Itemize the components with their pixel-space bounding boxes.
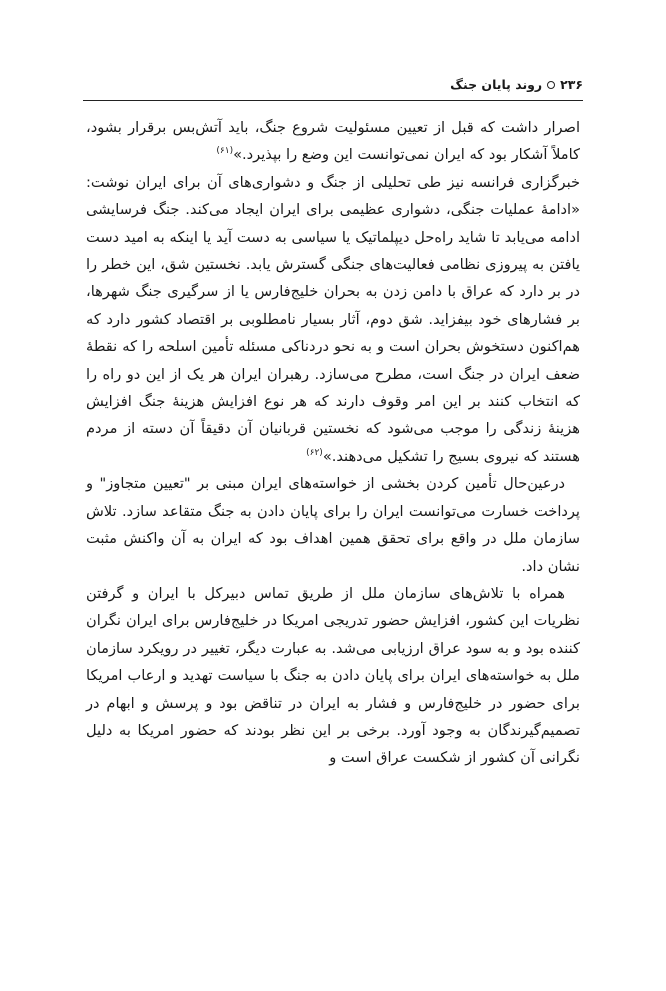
page-number: ۲۳۶ — [560, 77, 583, 92]
circle-separator-icon — [547, 81, 555, 89]
paragraph-text: خبرگزاری فرانسه نیز طی تحلیلی از جنگ و دشواری‌های آن برای ایران نوشت: «ادامهٔ عملیات جنگی، دشواری عظیمی برای ایران ایجاد می‌کند. جنگ فرسایشی ادامه می‌یابد تا شاید راه‌حل دیپلماتیک یا سیاسی به دست آید یا اینکه به امید دست یافتن به پیروزی نظامی فعالیت‌های جنگی گسترش یابد. نخستین شق، این خطر را در بر دارد که عراق با دامن زدن به بحران خلیج‌فارس یا از سرگیری جنگ شهرها، بر فشارهای خود بیفزاید. شق دوم، آثار بسیار نامطلوبی بر اقتصاد کشور دارد که هم‌اکنون دستخوش بحران است و به نحو دردناکی مسئله تأمین اسلحه را که نقطهٔ ضعف ایران در جنگ است، مطرح می‌سازد. رهبران ایران هر یک از این دو راه را که انتخاب کنند بر این امر وقوف دارند که هر نوع افزایش هزینهٔ جنگ افزایش هزینهٔ زندگی را موجب می‌شود که نخستین قربانیان آن دقیقاً آن دسته از مردم هستند که نیروی بسیج را تشکیل می‌دهند.» — [86, 173, 580, 465]
header-content — [450, 76, 583, 94]
running-header — [83, 76, 583, 101]
paragraph-3 — [86, 470, 580, 580]
body-text — [86, 114, 580, 772]
footnote-ref: (۶۲) — [306, 448, 323, 459]
footnote-ref: (۶۱) — [216, 146, 234, 157]
paragraph-4 — [86, 580, 580, 772]
paragraph-1 — [86, 114, 580, 169]
paragraph-2 — [86, 169, 580, 470]
paragraph-text: اصرار داشت که قبل از تعیین مسئولیت شروع جنگ، باید آتش‌بس برقرار بشود، کاملاً آشکار بود که ایران نمی‌توانست این وضع را بپذیرد.» — [86, 119, 580, 164]
paragraph-text: درعین‌حال تأمین کردن بخشی از خواسته‌های ایران مبنی بر "تعیین متجاوز" و پرداخت خسارت می‌توانست ایران را برای پایان دادن به جنگ متقاعد سازد. تلاش سازمان ملل در واقع برای تحقق همین اهداف بود که ایران به آن واکنش مثبت نشان داد. — [86, 475, 580, 575]
running-title: روند پایان جنگ — [450, 77, 543, 92]
paragraph-text: همراه با تلاش‌های سازمان ملل از طریق تماس دبیرکل با ایران و گرفتن نظریات این کشور، افزایش حضور تدریجی امریکا در خلیج‌فارس برای ایران نگران کننده بود و به سود عراق ارزیابی می‌شد. به عبارت دیگر، تغییر در رویکرد سازمان ملل به خواسته‌های ایران برای پایان دادن به جنگ با سیاست تهدید و ارعاب امریکا برای حضور در خلیج‌فارس و فشار به ایران در تناقض بود و پرسش و ابهام در تصمیم‌گیرندگان به وجود آورد. برخی بر این نظر بودند که حضور امریکا به دلیل نگرانی آن کشور از شکست عراق است و — [86, 584, 580, 767]
